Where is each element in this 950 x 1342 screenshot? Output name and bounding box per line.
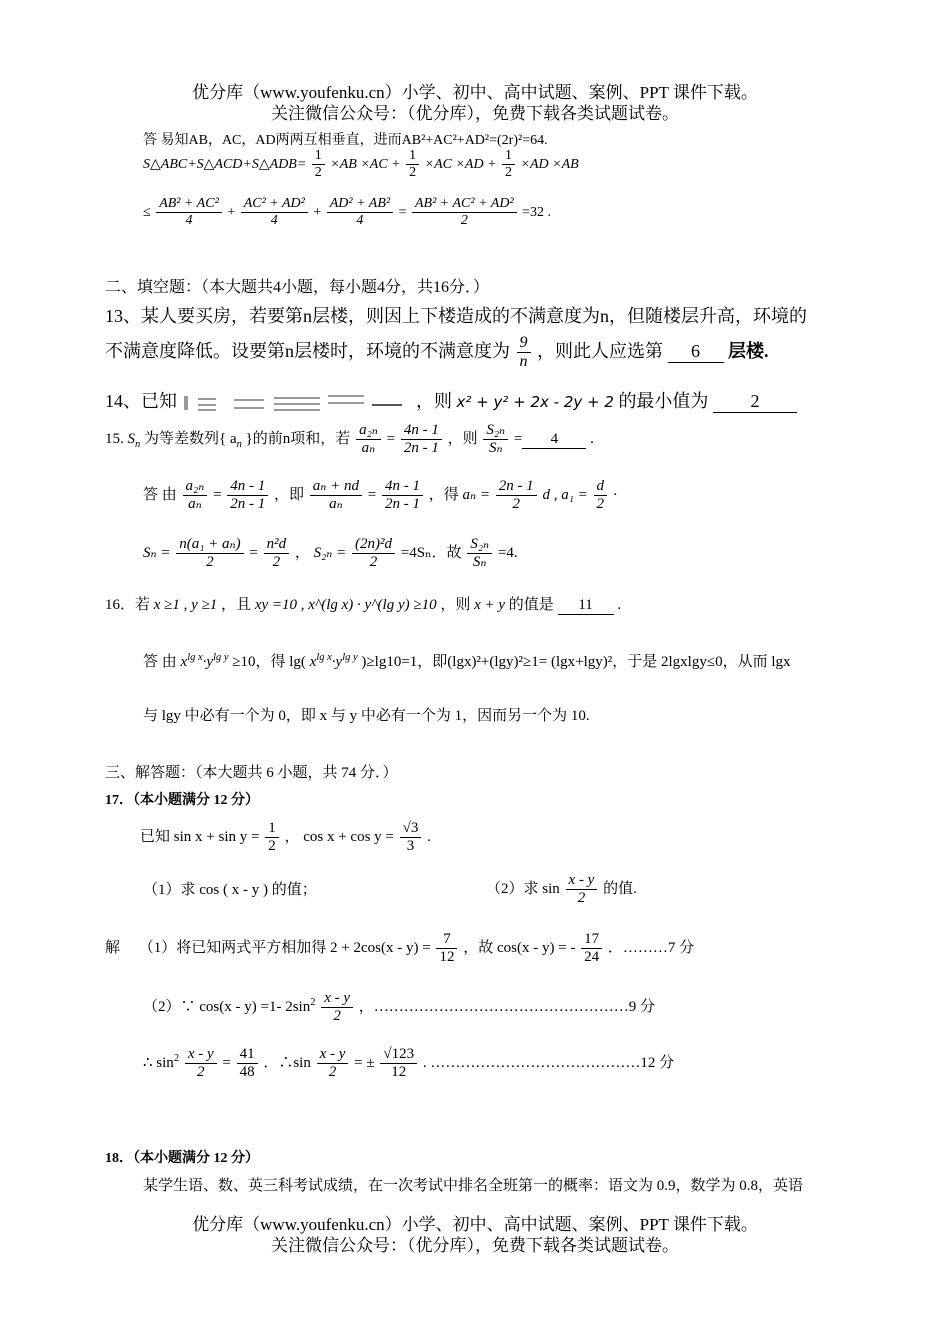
q17-eq2-frac: $\frac{√3}{3}$ bbox=[400, 820, 422, 856]
q16-ans-c: )≥lg10=1，即(lgx)²+(lgy)²≥1= (lgx+lgy)²，于是 2lgxlgy≤0，从而 lgx bbox=[361, 654, 791, 670]
q12-half-3: $\frac{1}{2}$ bbox=[502, 148, 515, 181]
q15-s-comma: ， bbox=[294, 545, 310, 562]
q16-suffix: 的值是 bbox=[508, 597, 554, 613]
q12-answer-line3: ≤ $\frac{\text{AB² + AC²}}{4}$ + $\frac{\text{AC² + AD²}}{4}$ + $\frac{\text{AD² + AB²}}{4}$ = $\frac{\text{AB² + AC² + AD²}}{2}$ =32 . bbox=[143, 196, 552, 229]
q14-prefix: 14、已知 bbox=[105, 391, 177, 411]
q16-and: ，且 bbox=[221, 597, 252, 613]
q15-s-frac4: $\frac{\text{S₂ₙ}}{\text{Sₙ}}$ bbox=[467, 536, 492, 572]
q17-s3-c: . ……………………………………12 分 bbox=[422, 1055, 675, 1072]
q14-expression: x² + y² + 2x - 2y + 2 bbox=[456, 393, 614, 411]
q17-p2-end: 的值. bbox=[603, 881, 637, 898]
q16-line bbox=[105, 593, 621, 615]
q12-frac4: $\frac{\text{AB² + AC² + AD²}}{2}$ bbox=[412, 196, 517, 229]
q17-sol-label: 解 bbox=[105, 940, 121, 957]
q17-s3-val: $\frac{41}{48}$ bbox=[237, 1046, 258, 1082]
q17-s2-frac: $\frac{x - y}{2}$ bbox=[321, 990, 353, 1026]
q17-title: 17．（本小题满分 12 分） bbox=[105, 793, 259, 808]
q17-eq1-frac: $\frac{1}{2}$ bbox=[265, 820, 279, 856]
q15-ans-frac3: $\frac{\text{aₙ + nd}}{\text{aₙ}}$ bbox=[310, 478, 362, 514]
q17-comma: ， bbox=[284, 829, 300, 846]
q13-fraction: $\frac{9}{n}$ bbox=[517, 334, 531, 372]
q12-frac3: $\frac{\text{AD² + AB²}}{4}$ bbox=[327, 196, 393, 229]
q17-s3-a: ∴ sin bbox=[143, 1055, 174, 1072]
q15-ans-frac6: $\frac{d}{2}$ bbox=[594, 478, 608, 514]
q12-frac1: $\frac{\text{AB² + AC²}}{4}$ bbox=[156, 196, 222, 229]
q17-solution-line3: ∴ $\sin^2$ $\frac{x - y}{2}$ = $\frac{41}{48}$ ．∴sin $\frac{x - y}{2}$ = ± $\frac{√123}{12}$ . ……………………………………12 分 bbox=[143, 1046, 675, 1081]
q17-s1-expr: 2 + 2cos(x - y) = bbox=[330, 940, 431, 957]
q15-number: 15. bbox=[105, 431, 124, 448]
q15-ans-frac4: $\frac{4n - 1}{2n - 1}$ bbox=[382, 478, 423, 514]
q13-text-c: 层楼. bbox=[728, 341, 769, 362]
q18-text: 某学生语、数、英三科考试成绩，在一次考试中排名全班第一的概率：语文为 0.9，数学为 0.8，英语 bbox=[143, 1178, 804, 1194]
q15-line: 15. $S_n$ 为等差数列{ $a_n$ }的前n项和，若 $\frac{\text{a₂ₙ}}{\text{aₙ}}$ = $\frac{4n - 1}{2n - 1}$ ，则 $\frac{\text{S₂ₙ}}{\text{Sₙ}}$ = 4 . bbox=[105, 422, 594, 457]
q16-xy-sum: x + y bbox=[474, 597, 506, 613]
q16-then: ，则 bbox=[440, 597, 471, 613]
q17-part1 bbox=[143, 878, 317, 899]
q16-condition: x ≥1 , y ≥1 bbox=[153, 597, 218, 613]
q14-garbled-formula-image bbox=[182, 392, 412, 414]
q12-half-1: $\frac{1}{2}$ bbox=[312, 148, 325, 181]
q15-s-frac2: $\frac{\text{n²d}}{2}$ bbox=[264, 536, 290, 572]
q12-area-sum: S△ABC+S△ACD+S△ADB= bbox=[143, 156, 307, 172]
q17-part2 bbox=[486, 872, 637, 908]
q17-p1-expr: cos ( x - y ) bbox=[199, 882, 268, 898]
q17-s1-frac: $\frac{7}{12}$ bbox=[436, 931, 457, 967]
q16-number: 16．若 bbox=[105, 597, 151, 613]
q15-ans-comma: ，即 bbox=[274, 487, 305, 504]
q17-s3-val2: $\frac{√123}{12}$ bbox=[380, 1046, 417, 1082]
q15-ans-an: aₙ = bbox=[462, 487, 490, 504]
q15-frac-b: $\frac{4n - 1}{2n - 1}$ bbox=[401, 422, 442, 458]
q13-line2 bbox=[105, 334, 769, 372]
q16-answer-line2: 与 lgy 中必有一个为 0，即 x 与 y 中必有一个为 1，因而另一个为 10. bbox=[143, 708, 590, 724]
q15-end: . bbox=[590, 431, 594, 448]
q15-ans-frac5: $\frac{2n - 1}{2}$ bbox=[496, 478, 537, 514]
q15-frac-s: $\frac{\text{S₂ₙ}}{\text{Sₙ}}$ bbox=[483, 422, 508, 458]
q13-text-b: ，则此人应选第 bbox=[537, 341, 663, 362]
q17-s3-b: ．∴sin bbox=[263, 1055, 311, 1072]
q14-mid: ，则 bbox=[416, 391, 452, 411]
q16-ans-b: ≥10，得 lg( bbox=[232, 654, 306, 670]
q16-answer: 11 bbox=[558, 597, 614, 615]
q17-p2-frac: $\frac{x - y}{2}$ bbox=[566, 872, 598, 908]
q16-end: . bbox=[617, 597, 622, 613]
q17-given-label: 已知 bbox=[140, 829, 171, 846]
q12-answer-line2 bbox=[143, 148, 579, 181]
q17-s1-expr2: cos(x - y) = - bbox=[496, 940, 576, 957]
q17-s1-a: （1）将已知两式平方相加得 bbox=[138, 940, 327, 957]
q13-line1: 13、某人要买房，若要第n层楼，则因上下楼造成的不满意度为n，但随楼层升高，环境的 bbox=[105, 306, 807, 326]
q13-answer: 6 bbox=[668, 341, 724, 363]
q12-term2: ×AC ×AD + bbox=[424, 156, 497, 172]
q15-ans-d: d , a₁ = bbox=[542, 487, 588, 504]
q16-ans-xy-power: $x^{lg x}\cdot y^{lg y}$ bbox=[180, 652, 229, 670]
q16-xy: xy =10 , bbox=[254, 597, 305, 613]
q15-s-4sn: =4Sₙ．故 bbox=[400, 545, 462, 562]
q17-eq2-left: cos x + cos y = bbox=[303, 829, 394, 846]
q15-ans-dot: · bbox=[612, 487, 618, 504]
q17-s2-a: （2）∵ bbox=[143, 999, 196, 1016]
q15-ans-get: ，得 bbox=[428, 487, 459, 504]
q12-frac2: $\frac{\text{AC² + AD²}}{4}$ bbox=[241, 196, 308, 229]
page-header-line2: 关注微信公众号：（优分库），免费下载各类试题试卷。 bbox=[271, 104, 679, 123]
q16-ans-a: 答 由 bbox=[143, 654, 177, 670]
q12-term3: ×AD ×AB bbox=[520, 156, 579, 172]
q12-result: =32 . bbox=[522, 204, 552, 220]
q17-s1-frac2: $\frac{17}{24}$ bbox=[581, 931, 602, 967]
q15-answer: 4 bbox=[522, 431, 586, 449]
q15-s: S bbox=[127, 431, 135, 448]
page-header-line1: 优分库（www.youfenku.cn）小学、初中、高中试题、案例、PPT 课件下载。 bbox=[192, 83, 758, 102]
q16-answer-line1 bbox=[143, 650, 791, 671]
q15-then: ，则 bbox=[447, 431, 478, 448]
q15-ans-frac2: $\frac{4n - 1}{2n - 1}$ bbox=[227, 478, 268, 514]
q17-s2-expr: cos(x - y) =1- 2sin bbox=[199, 999, 311, 1016]
q17-eq1-left: sin x + sin y = bbox=[173, 829, 260, 846]
q17-given bbox=[140, 820, 431, 856]
q15-text3: }的前n项和，若 bbox=[245, 431, 351, 448]
q12-half-2: $\frac{1}{2}$ bbox=[406, 148, 419, 181]
q17-s1-c: ．………7 分 bbox=[607, 940, 695, 957]
q15-sn: Sₙ = bbox=[143, 545, 171, 562]
q18-title: 18．（本小题满分 12 分） bbox=[105, 1151, 259, 1166]
q17-p1-end: 的值； bbox=[271, 882, 317, 898]
q15-s2n: S₂ₙ = bbox=[313, 545, 347, 562]
q15-eq: = bbox=[513, 431, 523, 448]
q14-answer: 2 bbox=[713, 391, 797, 413]
page-footer-line1: 优分库（www.youfenku.cn）小学、初中、高中试题、案例、PPT 课件下载。 bbox=[192, 1215, 758, 1234]
q17-solution-line2: （2）∵ cos(x - y) =1- $2\sin^2$ $\frac{x - y}{2}$ ，……………………………………………9 分 bbox=[143, 990, 656, 1025]
q17-s1-b: ，故 bbox=[463, 940, 494, 957]
q17-p1-label: （1）求 bbox=[143, 882, 196, 898]
q15-text2: 为等差数列{ a bbox=[144, 431, 237, 448]
q17-s3-frac2: $\frac{x - y}{2}$ bbox=[317, 1046, 349, 1082]
q17-s3-eq: = bbox=[222, 1055, 231, 1072]
section2-title: 二、填空题：（本大题共4小题，每小题4分，共16分．） bbox=[105, 279, 490, 296]
section3-title: 三、解答题：（本大题共 6 小题，共 74 分．） bbox=[105, 765, 398, 781]
q17-p2-label: （2）求 bbox=[486, 881, 539, 898]
q15-s-final: =4. bbox=[497, 545, 518, 562]
q17-dot: . bbox=[427, 829, 431, 846]
q12-le: ≤ bbox=[143, 204, 151, 220]
q15-ans-label: 答 由 bbox=[143, 487, 177, 504]
q15-ans-frac1: $\frac{\text{a₂ₙ}}{\text{aₙ}}$ bbox=[183, 478, 208, 514]
q17-p2-sin: sin bbox=[542, 881, 560, 898]
q14-line bbox=[105, 387, 797, 414]
q17-s2-b: ，……………………………………………9 分 bbox=[358, 999, 656, 1016]
q16-ans-xy-power2: $x^{lg x}\cdot y^{lg y}$ bbox=[309, 652, 358, 670]
q17-s3-frac: $\frac{x - y}{2}$ bbox=[185, 1046, 217, 1082]
q15-answer-line1: 答 由 $\frac{\text{a₂ₙ}}{\text{aₙ}}$ = $\frac{4n - 1}{2n - 1}$ ，即 $\frac{\text{aₙ + nd}}{\text{aₙ}}$ = $\frac{4n - 1}{2n - 1}$ ，得 aₙ = $\frac{2n - 1}{2}$ d , a₁ = $\frac{d}{2}$ · bbox=[143, 478, 618, 513]
q14-suffix: 的最小值为 bbox=[618, 391, 709, 411]
q12-term1: ×AB ×AC + bbox=[330, 156, 401, 172]
q13-text-a: 不满意度降低。设要第n层楼时，环境的不满意度为 bbox=[105, 341, 510, 362]
q15-answer-line2: Sₙ = $\frac{\text{n(a₁ + aₙ)}}{2}$ = $\frac{\text{n²d}}{2}$ ， S₂ₙ = $\frac{\text{(2n)²d}}{2}$ =4Sₙ．故 $\frac{\text{S₂ₙ}}{\text{Sₙ}}$ =4. bbox=[143, 536, 518, 571]
q16-inequality: x^(lg x) · y^(lg y) ≥10 bbox=[308, 597, 437, 613]
q17-s3-pm: = ± bbox=[354, 1055, 375, 1072]
q17-solution-line1 bbox=[105, 931, 694, 967]
q12-answer-line1: 答 易知AB，AC，AD两两互相垂直，进而AB²+AC²+AD²=(2r)²=64. bbox=[143, 133, 548, 148]
page-footer-line2: 关注微信公众号：（优分库），免费下载各类试题试卷。 bbox=[271, 1236, 679, 1255]
q15-s-frac3: $\frac{\text{(2n)²d}}{2}$ bbox=[352, 536, 395, 572]
q15-frac-a: $\frac{\text{a₂ₙ}}{\text{aₙ}}$ bbox=[356, 422, 381, 458]
q15-s-frac1: $\frac{\text{n(a₁ + aₙ)}}{2}$ bbox=[176, 536, 243, 572]
